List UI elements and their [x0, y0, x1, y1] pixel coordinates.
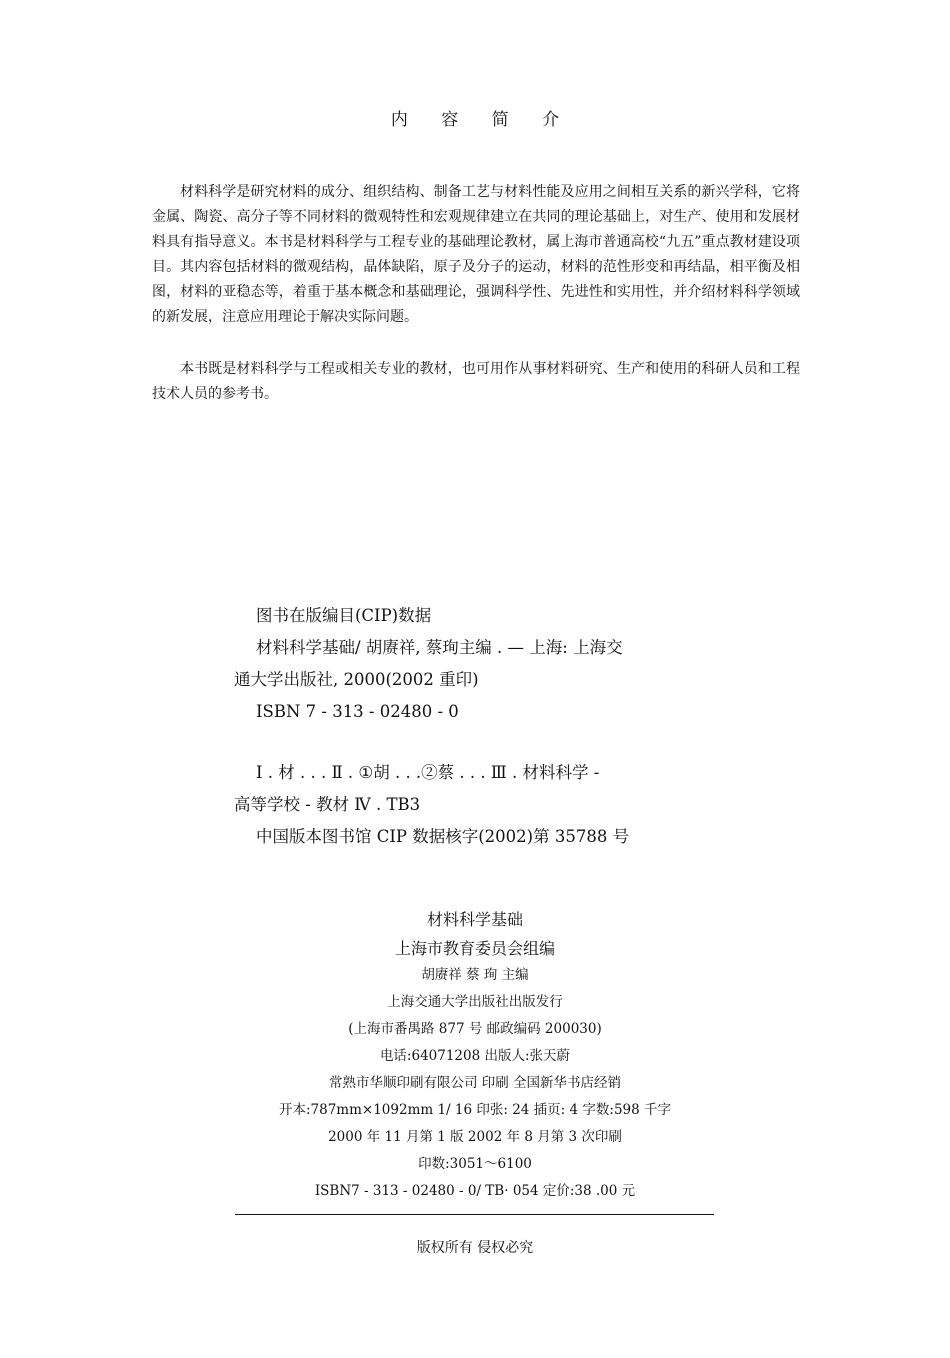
intro-paragraph-2: 本书既是材料科学与工程或相关专业的教材，也可用作从事材料研究、生产和使用的科研人员和工程技术人员的参考书。	[152, 361, 800, 402]
format: 开本:787mm×1092mm 1/ 16 印张: 24 插页: 4 字数:598 千字	[278, 1102, 671, 1118]
intro-paragraph-1: 材料科学是研究材料的成分、组织结构、制备工艺与材料性能及应用之间相互关系的新兴学科，它将金属、陶瓷、高分子等不同材料的微观特性和宏观规律建立在共同的理论基础上，对生产、使用和发展材料具有指导意义。本书是材料科学与工程专业的基础理论教材，属上海市普通高校“九五”重点教材建设项目。其内容包括材料的微观结构，晶体缺陷，原子及分子的运动，材料的范性形变和再结晶，相平衡及相图，材料的亚稳态等，着重于基本概念和基础理论，强调科学性、先进性和实用性，并介绍材料科学领域的新发展，注意应用理论于解决实际问题。	[152, 184, 800, 325]
contact: 电话:64071208 出版人:张天蔚	[379, 1048, 571, 1064]
cip-classification	[234, 757, 734, 853]
address: (上海市番禺路 877 号 邮政编码 200030)	[348, 1021, 602, 1037]
book-title: 材料科学基础	[426, 910, 523, 929]
page-title: 内 容 简 介	[390, 110, 574, 130]
printer: 常熟市华顺印刷有限公司 印刷 全国新华书店经销	[328, 1075, 622, 1091]
cip-record: 中国版本图书馆 CIP 数据核字(2002)第 35788 号	[256, 827, 630, 846]
publication-info	[0, 962, 950, 1205]
cip-isbn: ISBN 7 - 313 - 02480 - 0	[256, 702, 459, 721]
cip-line-1: 材料科学基础/ 胡赓祥, 蔡珣主编 . — 上海: 上海交	[256, 638, 623, 657]
cip-heading: 图书在版编目(CIP)数据	[256, 606, 432, 625]
publication-heading	[0, 905, 950, 963]
organizer: 上海市教育委员会组编	[394, 939, 555, 958]
divider-rule	[235, 1214, 714, 1215]
cip-block	[234, 600, 734, 728]
edition: 2000 年 11 月第 1 版 2002 年 8 月第 3 次印刷	[328, 1129, 622, 1145]
print-run: 印数:3051～6100	[418, 1156, 532, 1172]
cip-line-2: 通大学出版社, 2000(2002 重印)	[234, 670, 479, 689]
publisher: 上海交通大学出版社出版发行	[387, 994, 563, 1010]
editors: 胡赓祥 蔡 珣 主编	[421, 967, 529, 983]
rights-notice: 版权所有 侵权必究	[416, 1240, 534, 1256]
cip-class-line-2: 高等学校 - 教材 Ⅳ . TB3	[234, 795, 421, 814]
cip-class-line-1: Ⅰ . 材 . . . Ⅱ . ①胡 . . .②蔡 . . . Ⅲ . 材料科学 -	[256, 763, 600, 782]
price-line: ISBN7 - 313 - 02480 - 0/ TB· 054 定价:38 .00 元	[314, 1183, 636, 1199]
